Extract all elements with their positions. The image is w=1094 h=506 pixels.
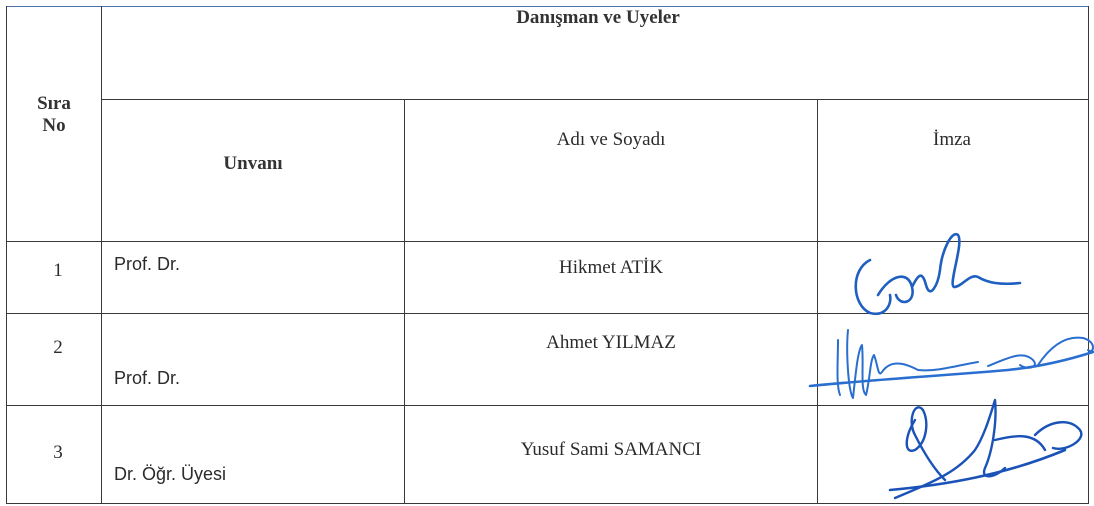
- row-1-title: Prof. Dr.: [114, 254, 181, 274]
- row-2-title: Prof. Dr.: [114, 368, 181, 388]
- table-border-left: [6, 6, 7, 504]
- divider-unvan: [404, 99, 405, 504]
- header-name: Adı ve Soyadı: [556, 129, 666, 150]
- divider-header: [101, 99, 1088, 100]
- row-2-name: Ahmet YILMAZ: [546, 332, 676, 353]
- divider-name: [817, 99, 818, 504]
- divider-sira: [101, 6, 102, 504]
- row-2-number: 2: [53, 337, 63, 358]
- header-unvan: Unvanı: [223, 153, 283, 174]
- row-3-name: Yusuf Sami SAMANCI: [520, 439, 702, 460]
- signature-icon: [835, 380, 1090, 506]
- header-no: No: [42, 115, 66, 136]
- row-3-number: 3: [53, 442, 63, 463]
- row-1-number: 1: [53, 260, 63, 281]
- row-3-title: Dr. Öğr. Üyesi: [114, 464, 227, 484]
- header-sira: Sıra: [37, 93, 71, 114]
- row-1-name: Hikmet ATİK: [559, 257, 663, 278]
- table-title: Danışman ve Uyeler: [516, 7, 680, 28]
- header-sign: İmza: [933, 129, 971, 150]
